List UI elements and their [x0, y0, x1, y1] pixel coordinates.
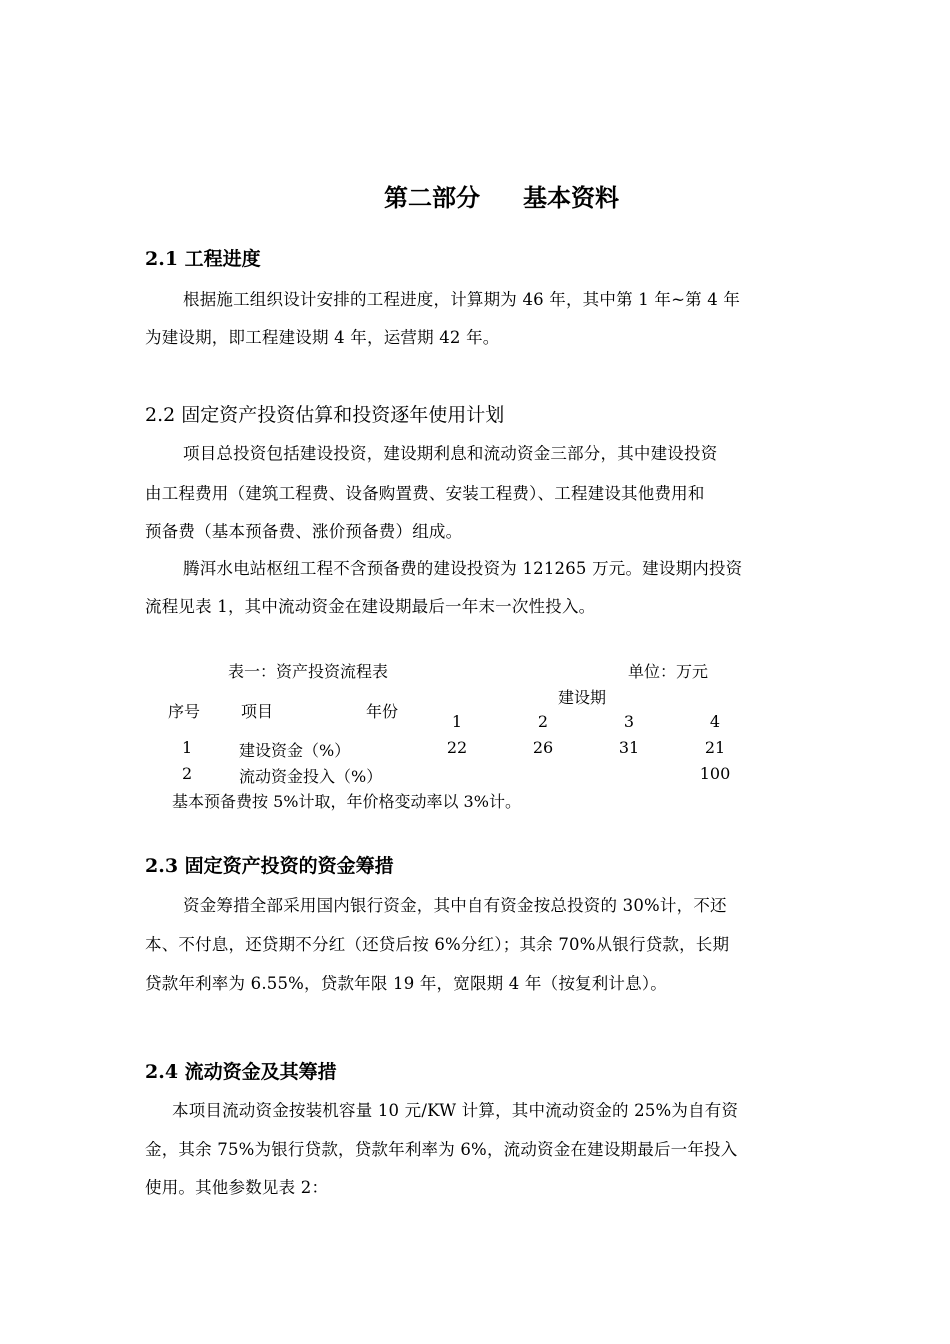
page-title-part: 第二部分 — [384, 183, 480, 212]
table-header-year-3: 3 — [623, 712, 635, 731]
paragraph-line: 资金筹措全部采用国内银行资金，其中自有资金按总投资的 30%计，不还 — [183, 896, 727, 915]
page-title-name: 基本资料 — [523, 183, 619, 212]
table-caption: 表一：资产投资流程表 — [228, 662, 389, 681]
paragraph-line: 为建设期，即工程建设期 4 年，运营期 42 年。 — [145, 328, 500, 347]
section-2-2-heading: 2.2 固定资产投资估算和投资逐年使用计划 — [145, 404, 505, 426]
table-cell: 22 — [446, 738, 468, 757]
table-header-year-4: 4 — [709, 712, 721, 731]
paragraph-line: 流程见表 1，其中流动资金在建设期最后一年末一次性投入。 — [145, 597, 596, 616]
table-cell: 100 — [699, 764, 731, 783]
table-row-1-no: 1 — [182, 738, 193, 757]
table-header-no: 序号 — [168, 702, 201, 721]
paragraph-line: 使用。其他参数见表 2： — [145, 1178, 329, 1197]
table-note: 基本预备费按 5%计取，年价格变动率以 3%计。 — [172, 792, 521, 811]
table-row-2-item: 流动资金投入（%） — [239, 767, 383, 786]
paragraph-line: 本项目流动资金按装机容量 10 元/KW 计算，其中流动资金的 25%为自有资 — [172, 1101, 739, 1120]
table-unit: 单位：万元 — [628, 662, 709, 681]
section-2-3-heading: 2.3 固定资产投资的资金筹措 — [145, 855, 394, 877]
table-header-year-1: 1 — [451, 712, 463, 731]
paragraph-line: 本、不付息，还贷期不分红（还贷后按 6%分红）；其余 70%从银行贷款，长期 — [145, 935, 730, 954]
table-header-period: 建设期 — [558, 688, 607, 707]
table-row-2-no: 2 — [182, 764, 193, 783]
paragraph-line: 项目总投资包括建设投资，建设期利息和流动资金三部分，其中建设投资 — [183, 444, 718, 463]
paragraph-line: 由工程费用（建筑工程费、设备购置费、安装工程费）、工程建设其他费用和 — [145, 484, 705, 503]
table-header-item: 项目 — [241, 702, 274, 721]
paragraph-line: 金，其余 75%为银行贷款，贷款年利率为 6%，流动资金在建设期最后一年投入 — [145, 1140, 738, 1159]
paragraph-line: 根据施工组织设计安排的工程进度，计算期为 46 年，其中第 1 年~第 4 年 — [183, 290, 741, 309]
table-cell: 21 — [704, 738, 726, 757]
paragraph-line: 贷款年利率为 6.55%，贷款年限 19 年，宽限期 4 年（按复利计息）。 — [145, 974, 667, 993]
table-header-year: 年份 — [366, 702, 399, 721]
table-row-1-item: 建设资金（%） — [239, 741, 351, 760]
section-2-1-heading: 2.1 工程进度 — [145, 248, 261, 270]
paragraph-line: 预备费（基本预备费、涨价预备费）组成。 — [145, 522, 463, 541]
section-2-4-heading: 2.4 流动资金及其筹措 — [145, 1061, 337, 1083]
table-header-year-2: 2 — [537, 712, 549, 731]
table-cell: 26 — [532, 738, 554, 757]
paragraph-line: 腾洱水电站枢纽工程不含预备费的建设投资为 121265 万元。建设期内投资 — [183, 559, 743, 578]
table-cell: 31 — [618, 738, 640, 757]
